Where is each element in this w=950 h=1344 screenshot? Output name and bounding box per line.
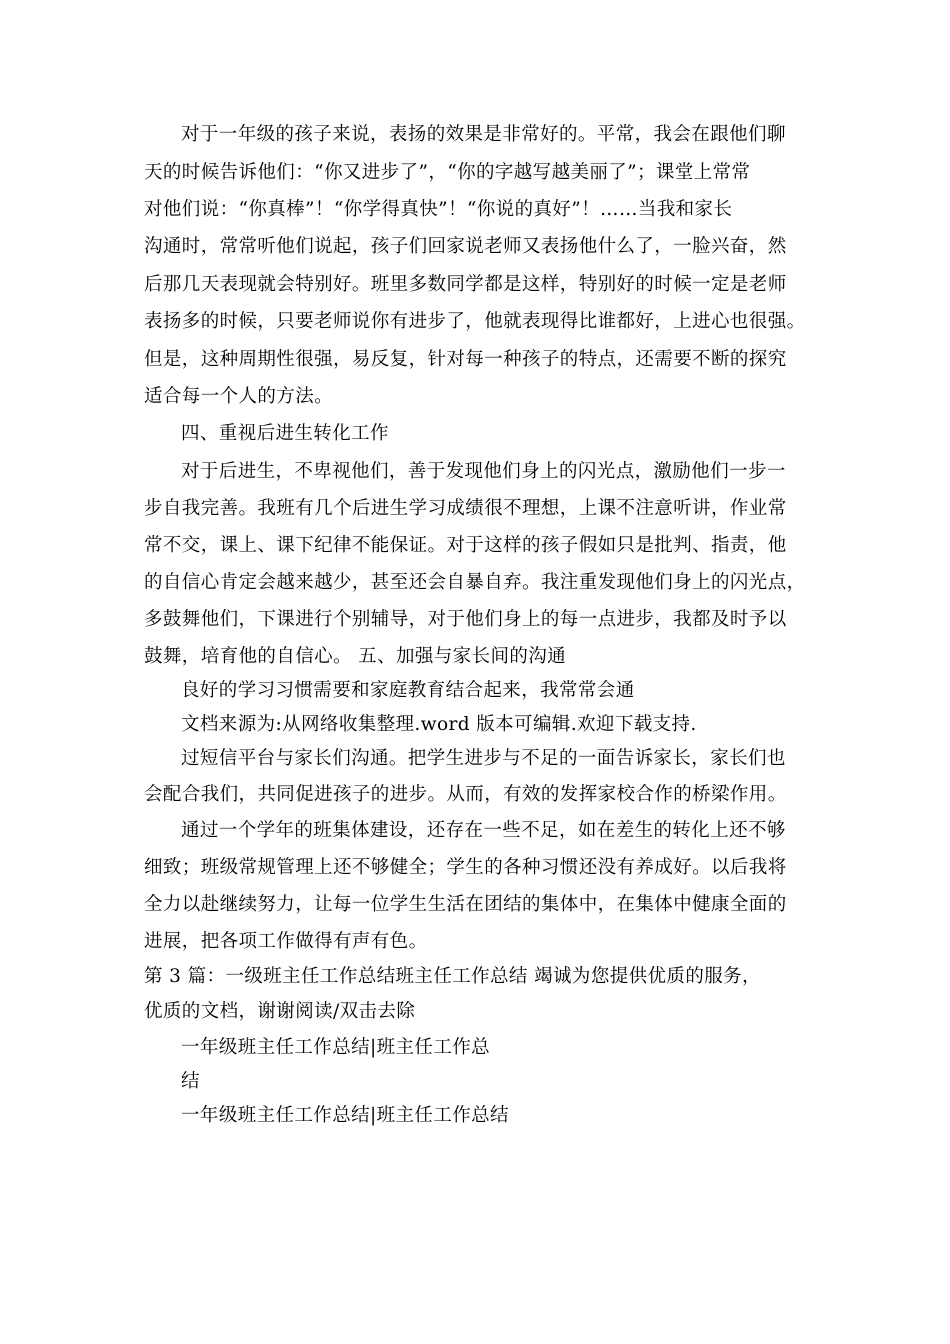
- text-line: 表扬多的时候，只要老师说你有进步了，他就表现得比谁都好，上进心也很强。: [144, 311, 806, 332]
- section-heading: 四、重视后进生转化工作: [181, 423, 389, 444]
- text-line: 步自我完善。我班有几个后进生学习成绩很不理想，上课不注意听讲，作业常: [144, 498, 787, 519]
- text-line: 的自信心肯定会越来越少，甚至还会自暴自弃。我注重发现他们身上的闪光点，: [144, 572, 806, 593]
- subtitle: 一年级班主任工作总结|班主任工作总结: [181, 1105, 509, 1126]
- subtitle: 一年级班主任工作总结|班主任工作总: [181, 1037, 491, 1058]
- text-line: 后那几天表现就会特别好。班里多数同学都是这样，特别好的时候一定是老师: [144, 274, 787, 295]
- source-note: 文档来源为:从网络收集整理.word 版本可编辑.欢迎下载支持.: [181, 714, 697, 735]
- text-line: 第 3 篇：一级班主任工作总结班主任工作总结 竭诚为您提供优质的服务，: [144, 966, 761, 987]
- text-line: 会配合我们，共同促进孩子的进步。从而，有效的发挥家校合作的桥梁作用。: [144, 784, 787, 805]
- text-line: 对于一年级的孩子来说，表扬的效果是非常好的。平常，我会在跟他们聊: [181, 124, 786, 145]
- text-line: 进展，把各项工作做得有声有色。: [144, 931, 428, 952]
- text-line: 对他们说：“你真棒”！“你学得真快”！“你说的真好”！……当我和家长: [144, 199, 733, 220]
- text-line: 优质的文档，谢谢阅读/双击去除: [144, 1001, 416, 1022]
- text-line: 通过一个学年的班集体建设，还存在一些不足，如在差生的转化上还不够: [181, 820, 786, 841]
- text-line: 细致；班级常规管理上还不够健全；学生的各种习惯还没有养成好。以后我将: [144, 857, 787, 878]
- text-line: 多鼓舞他们，下课进行个别辅导，对于他们身上的每一点进步，我都及时予以: [144, 609, 787, 630]
- text-line: 但是，这种周期性很强，易反复，针对每一种孩子的特点，还需要不断的探究: [144, 349, 787, 370]
- text-line: 鼓舞，培育他的自信心。 五、加强与家长间的沟通: [144, 646, 567, 667]
- text-line: 良好的学习习惯需要和家庭教育结合起来，我常常会通: [181, 680, 635, 701]
- text-line: 沟通时，常常听他们说起，孩子们回家说老师又表扬他什么了，一脸兴奋，然: [144, 236, 787, 257]
- text-line: 天的时候告诉他们：“你又进步了”，“你的字越写越美丽了”；课堂上常常: [144, 162, 751, 183]
- text-line: 常不交，课上、课下纪律不能保证。对于这样的孩子假如只是批判、指责，他: [144, 535, 787, 556]
- text-line: 对于后进生，不卑视他们，善于发现他们身上的闪光点，激励他们一步一: [181, 461, 786, 482]
- text-line: 过短信平台与家长们沟通。把学生进步与不足的一面告诉家长，家长们也: [181, 748, 786, 769]
- text-line: 全力以赴继续努力，让每一位学生生活在团结的集体中，在集体中健康全面的: [144, 894, 787, 915]
- text-line: 适合每一个人的方法。: [144, 386, 334, 407]
- subtitle: 结: [181, 1071, 200, 1092]
